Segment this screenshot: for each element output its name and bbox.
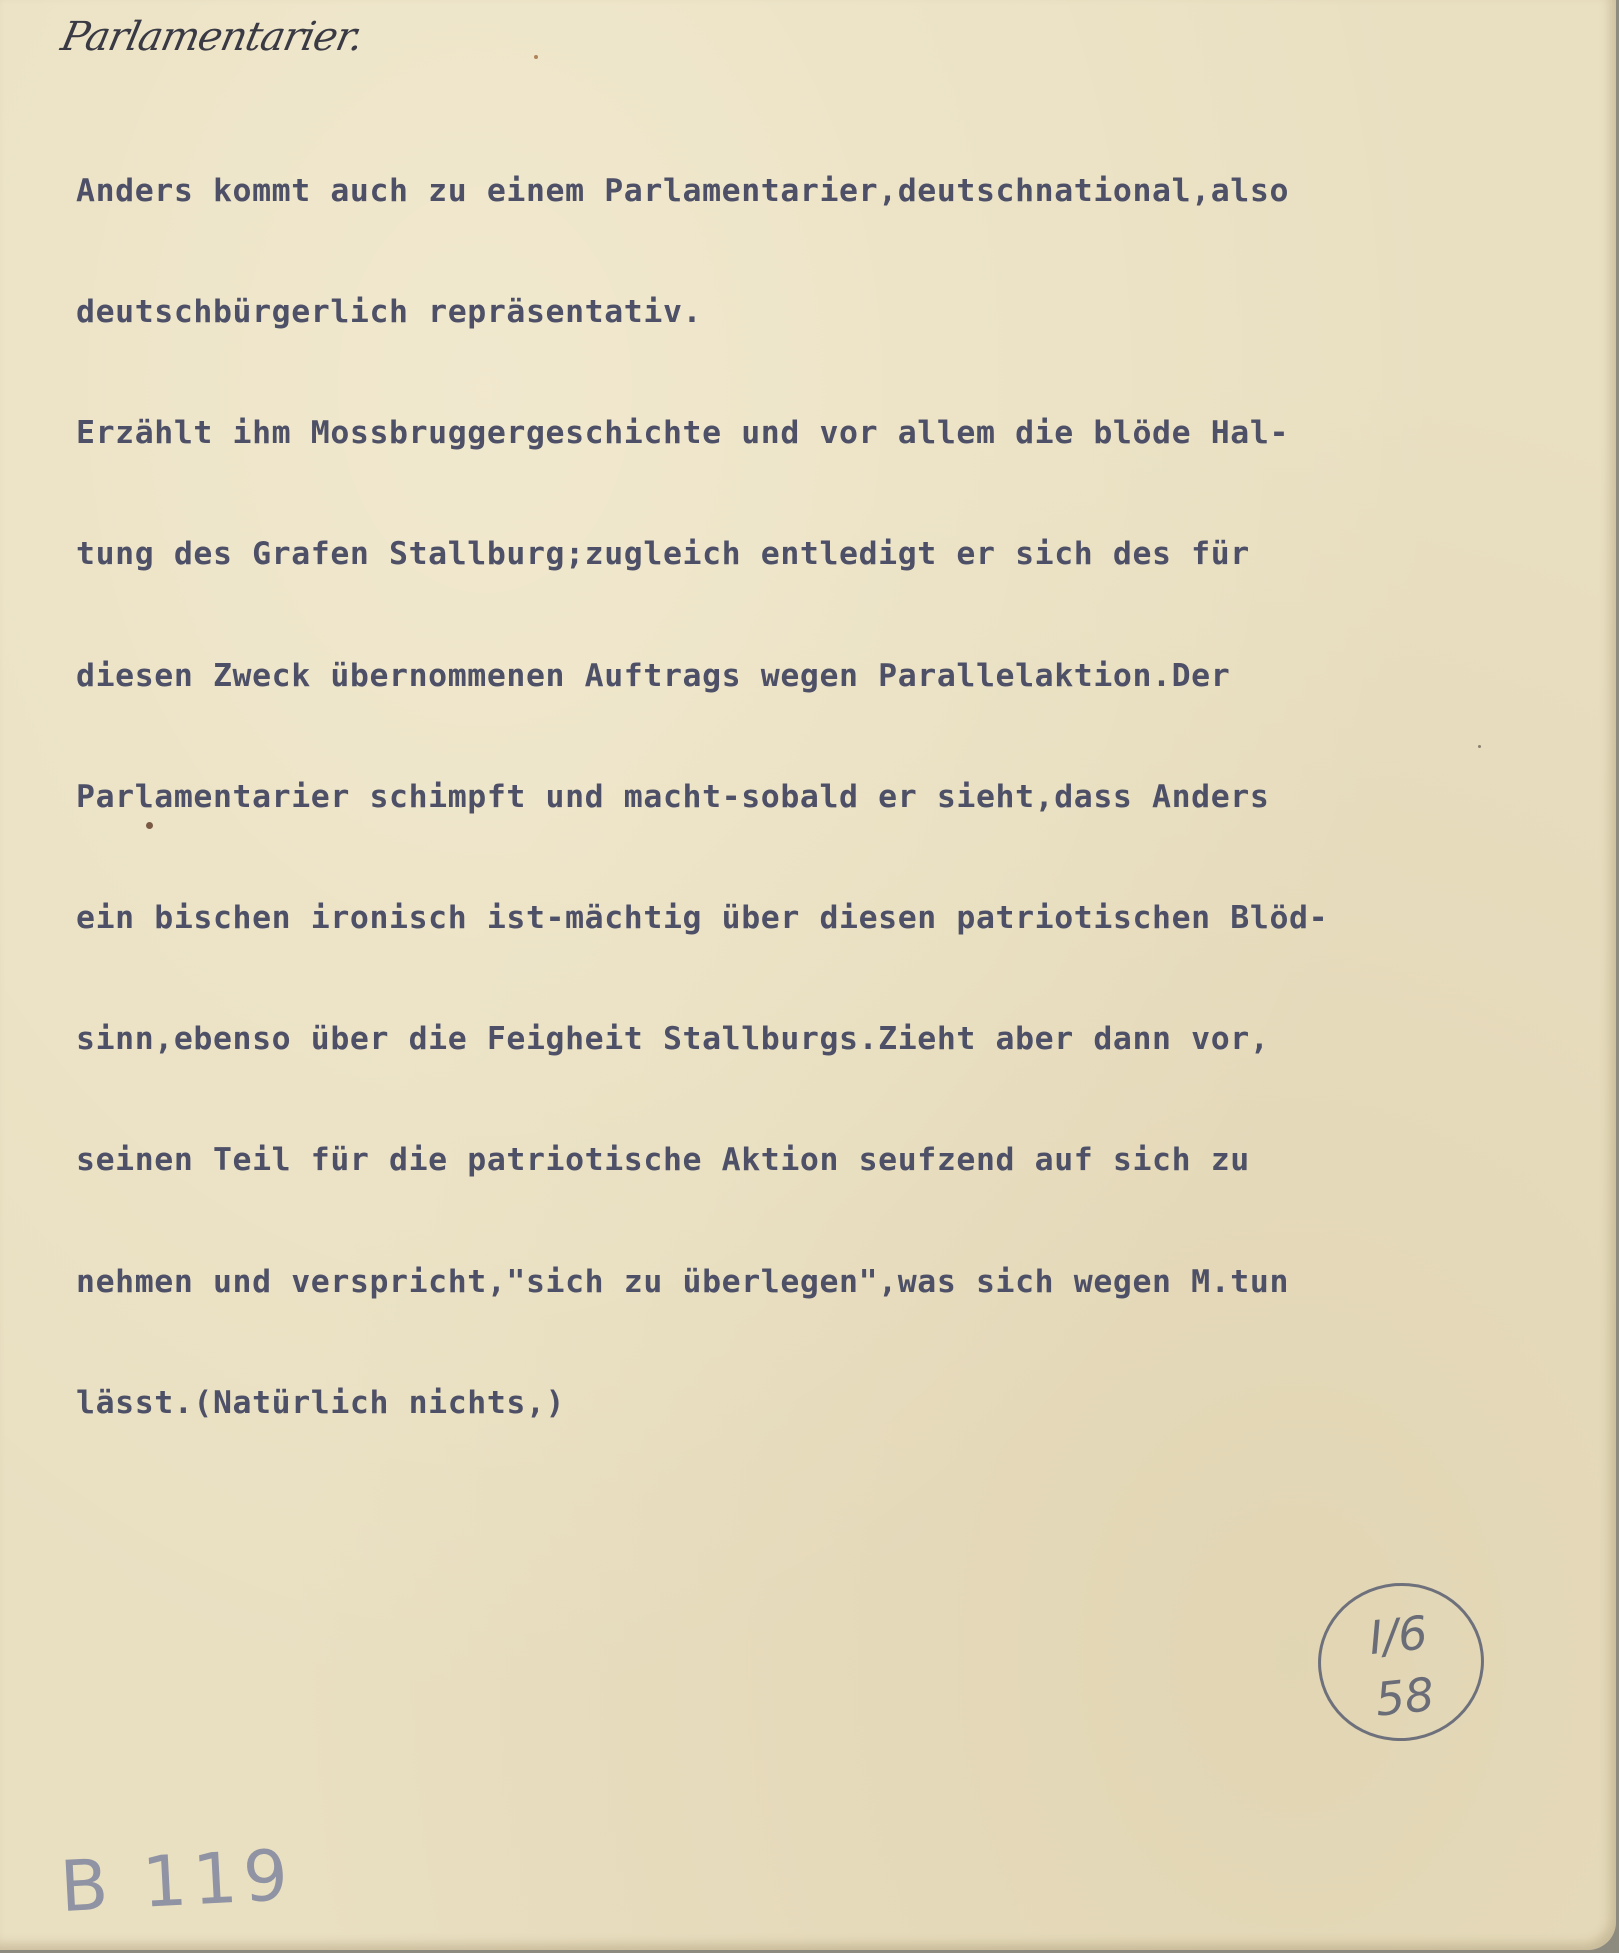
text-line: seinen Teil für die patriotische Aktion seufzend auf sich zu: [76, 1142, 1250, 1179]
archive-pencil-mark: B 119: [58, 1833, 296, 1929]
text-line: Parlamentarier schimpft und macht-sobald er sieht,dass Anders: [76, 778, 1270, 815]
stamp-page-number: 58: [1372, 1666, 1437, 1727]
paper-speck: [146, 822, 153, 829]
text-line: Erzählt ihm Mossbruggergeschichte und vor allem die blöde Hal-: [76, 415, 1290, 452]
text-line: diesen Zweck übernommenen Auftrags wegen Parallelaktion.Der: [76, 657, 1231, 694]
text-line: ein bischen ironisch ist-mächtig über diesen patriotischen Blöd-: [76, 900, 1329, 937]
text-line: deutschbürgerlich repräsentativ.: [76, 294, 703, 331]
handwritten-heading: Parlamentarier.: [57, 14, 367, 60]
paper-speck: [534, 55, 538, 59]
text-line: lässt.(Natürlich nichts,): [76, 1384, 566, 1421]
archive-stamp: [1310, 1575, 1492, 1749]
stamp-folder-number: I/6: [1366, 1605, 1431, 1666]
text-line: nehmen und verspricht,"sich zu überlegen",was sich wegen M.tun: [76, 1263, 1290, 1300]
text-line: Anders kommt auch zu einem Parlamentarier,deutschnational,also: [76, 172, 1290, 209]
paper-speck: [1478, 745, 1481, 748]
typed-text-block: [76, 90, 1596, 1504]
text-line: sinn,ebenso über die Feigheit Stallburgs.Zieht aber dann vor,: [76, 1021, 1270, 1058]
text-line: tung des Grafen Stallburg;zugleich entledigt er sich des für: [76, 536, 1250, 573]
